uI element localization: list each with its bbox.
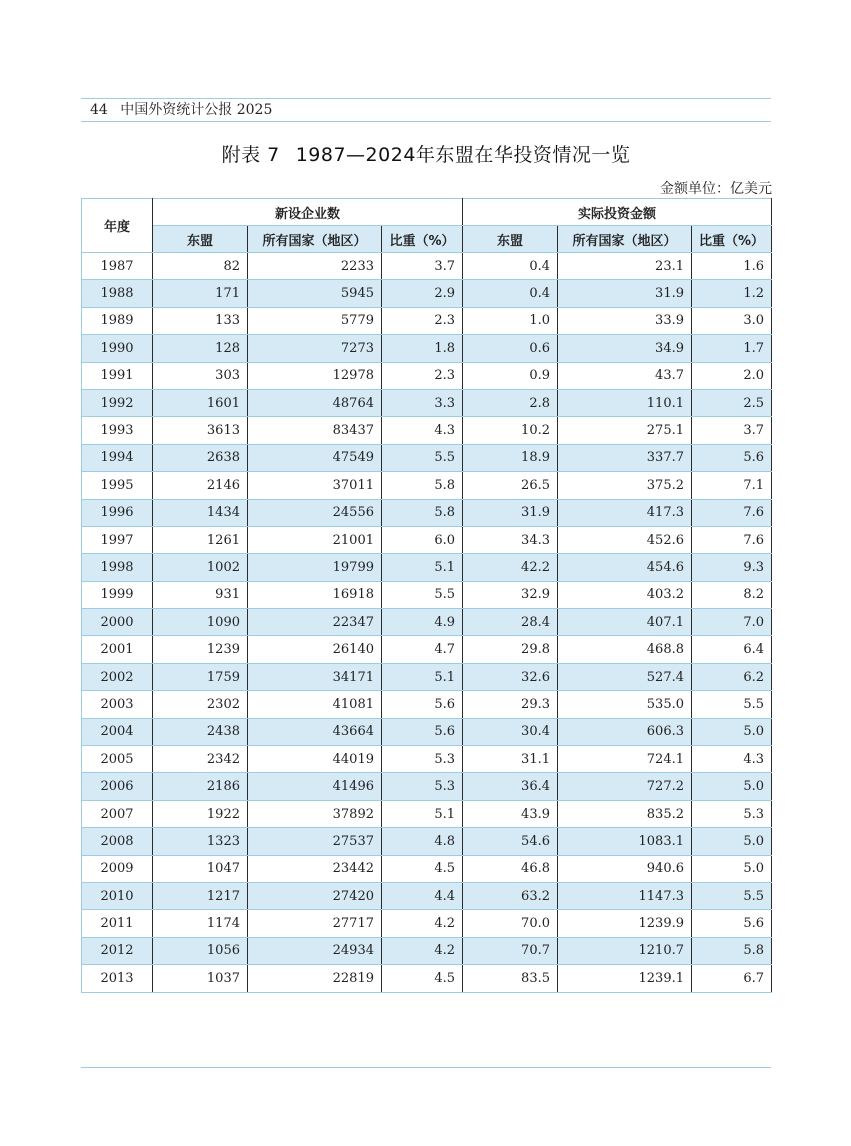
- all-count-cell: 22347: [248, 609, 382, 636]
- all-amount-cell: 606.3: [558, 718, 692, 745]
- all-count-cell: 47549: [248, 444, 382, 471]
- asean-amount-cell: 0.9: [463, 362, 558, 389]
- sub-header-all-count: 所有国家（地区）: [248, 226, 382, 253]
- amount-share-cell: 7.0: [692, 609, 772, 636]
- table-row: [82, 965, 772, 992]
- all-count-cell: 34171: [248, 663, 382, 690]
- year-cell: 1996: [82, 499, 153, 526]
- amount-share-cell: 5.0: [692, 718, 772, 745]
- asean-count-cell: 3613: [153, 417, 248, 444]
- year-cell: 1987: [82, 253, 153, 280]
- count-share-cell: 2.3: [382, 362, 463, 389]
- amount-share-cell: 5.0: [692, 773, 772, 800]
- group-header-new-enterprises: 新设企业数: [153, 199, 463, 226]
- amount-share-cell: 5.3: [692, 800, 772, 827]
- year-cell: 2003: [82, 691, 153, 718]
- year-cell: 2005: [82, 746, 153, 773]
- all-amount-cell: 1239.9: [558, 910, 692, 937]
- year-cell: 1993: [82, 417, 153, 444]
- amount-share-cell: 3.0: [692, 307, 772, 334]
- sub-header-share-amount: 比重（%）: [692, 226, 772, 253]
- all-amount-cell: 417.3: [558, 499, 692, 526]
- asean-amount-cell: 29.3: [463, 691, 558, 718]
- asean-count-cell: 1759: [153, 663, 248, 690]
- asean-count-cell: 931: [153, 581, 248, 608]
- count-share-cell: 4.2: [382, 937, 463, 964]
- asean-amount-cell: 2.8: [463, 389, 558, 416]
- year-cell: 1994: [82, 444, 153, 471]
- sub-header-asean-amount: 东盟: [463, 226, 558, 253]
- all-amount-cell: 23.1: [558, 253, 692, 280]
- asean-amount-cell: 32.6: [463, 663, 558, 690]
- group-header-row: [82, 199, 772, 226]
- count-share-cell: 4.8: [382, 828, 463, 855]
- all-amount-cell: 454.6: [558, 554, 692, 581]
- count-share-cell: 6.0: [382, 526, 463, 553]
- table-row: [82, 389, 772, 416]
- asean-count-cell: 2186: [153, 773, 248, 800]
- asean-amount-cell: 10.2: [463, 417, 558, 444]
- year-cell: 2006: [82, 773, 153, 800]
- asean-count-cell: 1434: [153, 499, 248, 526]
- count-share-cell: 2.3: [382, 307, 463, 334]
- asean-amount-cell: 70.7: [463, 937, 558, 964]
- table-row: [82, 691, 772, 718]
- all-count-cell: 43664: [248, 718, 382, 745]
- all-amount-cell: 535.0: [558, 691, 692, 718]
- table-row: [82, 855, 772, 882]
- table-row: [82, 609, 772, 636]
- all-count-cell: 27420: [248, 882, 382, 909]
- table-title-text: 1987—2024年东盟在华投资情况一览: [295, 144, 631, 166]
- year-cell: 2002: [82, 663, 153, 690]
- amount-share-cell: 7.6: [692, 499, 772, 526]
- table-row: [82, 800, 772, 827]
- year-header: 年度: [82, 199, 153, 253]
- asean-count-cell: 2146: [153, 472, 248, 499]
- all-count-cell: 22819: [248, 965, 382, 992]
- all-amount-cell: 43.7: [558, 362, 692, 389]
- amount-share-cell: 9.3: [692, 554, 772, 581]
- year-cell: 2012: [82, 937, 153, 964]
- all-count-cell: 27717: [248, 910, 382, 937]
- amount-share-cell: 5.8: [692, 937, 772, 964]
- count-share-cell: 4.4: [382, 882, 463, 909]
- sub-header-row: [82, 226, 772, 253]
- count-share-cell: 5.3: [382, 773, 463, 800]
- table-row: [82, 499, 772, 526]
- year-cell: 1989: [82, 307, 153, 334]
- asean-count-cell: 128: [153, 335, 248, 362]
- table-row: [82, 335, 772, 362]
- count-share-cell: 5.5: [382, 444, 463, 471]
- all-count-cell: 37892: [248, 800, 382, 827]
- all-amount-cell: 468.8: [558, 636, 692, 663]
- count-share-cell: 4.5: [382, 965, 463, 992]
- all-amount-cell: 940.6: [558, 855, 692, 882]
- all-amount-cell: 33.9: [558, 307, 692, 334]
- amount-share-cell: 5.5: [692, 691, 772, 718]
- sub-header-share-count: 比重（%）: [382, 226, 463, 253]
- asean-amount-cell: 70.0: [463, 910, 558, 937]
- publication-name: 中国外资统计公报 2025: [120, 102, 273, 118]
- table-body: [82, 253, 772, 993]
- amount-share-cell: 6.7: [692, 965, 772, 992]
- all-count-cell: 27537: [248, 828, 382, 855]
- year-cell: 2008: [82, 828, 153, 855]
- count-share-cell: 4.2: [382, 910, 463, 937]
- asean-amount-cell: 43.9: [463, 800, 558, 827]
- year-cell: 2013: [82, 965, 153, 992]
- asean-amount-cell: 0.6: [463, 335, 558, 362]
- asean-count-cell: 82: [153, 253, 248, 280]
- amount-share-cell: 1.6: [692, 253, 772, 280]
- all-count-cell: 5779: [248, 307, 382, 334]
- amount-share-cell: 1.2: [692, 280, 772, 307]
- all-count-cell: 41081: [248, 691, 382, 718]
- all-count-cell: 41496: [248, 773, 382, 800]
- table-row: [82, 526, 772, 553]
- amount-share-cell: 7.1: [692, 472, 772, 499]
- all-amount-cell: 527.4: [558, 663, 692, 690]
- asean-count-cell: 2342: [153, 746, 248, 773]
- count-share-cell: 5.1: [382, 554, 463, 581]
- count-share-cell: 5.8: [382, 499, 463, 526]
- year-cell: 2009: [82, 855, 153, 882]
- all-amount-cell: 403.2: [558, 581, 692, 608]
- asean-amount-cell: 63.2: [463, 882, 558, 909]
- asean-count-cell: 2638: [153, 444, 248, 471]
- asean-count-cell: 1174: [153, 910, 248, 937]
- asean-count-cell: 171: [153, 280, 248, 307]
- count-share-cell: 3.3: [382, 389, 463, 416]
- count-share-cell: 5.6: [382, 691, 463, 718]
- year-cell: 1998: [82, 554, 153, 581]
- amount-share-cell: 6.2: [692, 663, 772, 690]
- asean-count-cell: 1601: [153, 389, 248, 416]
- amount-share-cell: 3.7: [692, 417, 772, 444]
- table-row: [82, 718, 772, 745]
- count-share-cell: 1.8: [382, 335, 463, 362]
- asean-amount-cell: 29.8: [463, 636, 558, 663]
- asean-amount-cell: 54.6: [463, 828, 558, 855]
- table-title-label: 附表 7: [221, 144, 280, 166]
- all-amount-cell: 1210.7: [558, 937, 692, 964]
- page-number: 44: [90, 102, 108, 118]
- all-count-cell: 2233: [248, 253, 382, 280]
- table-row: [82, 307, 772, 334]
- table-row: [82, 581, 772, 608]
- asean-amount-cell: 42.2: [463, 554, 558, 581]
- count-share-cell: 5.3: [382, 746, 463, 773]
- count-share-cell: 5.1: [382, 663, 463, 690]
- table-row: [82, 362, 772, 389]
- asean-amount-cell: 46.8: [463, 855, 558, 882]
- year-cell: 1995: [82, 472, 153, 499]
- asean-count-cell: 1261: [153, 526, 248, 553]
- count-share-cell: 5.6: [382, 718, 463, 745]
- asean-count-cell: 1239: [153, 636, 248, 663]
- amount-share-cell: 4.3: [692, 746, 772, 773]
- count-share-cell: 2.9: [382, 280, 463, 307]
- table-row: [82, 417, 772, 444]
- asean-count-cell: 2438: [153, 718, 248, 745]
- table-row: [82, 746, 772, 773]
- amount-share-cell: 6.4: [692, 636, 772, 663]
- all-amount-cell: 110.1: [558, 389, 692, 416]
- all-count-cell: 83437: [248, 417, 382, 444]
- all-count-cell: 7273: [248, 335, 382, 362]
- amount-share-cell: 7.6: [692, 526, 772, 553]
- count-share-cell: 5.5: [382, 581, 463, 608]
- amount-share-cell: 5.0: [692, 828, 772, 855]
- year-cell: 2011: [82, 910, 153, 937]
- amount-share-cell: 1.7: [692, 335, 772, 362]
- all-count-cell: 48764: [248, 389, 382, 416]
- asean-count-cell: 2302: [153, 691, 248, 718]
- header-rule-bottom: [81, 121, 771, 122]
- all-count-cell: 44019: [248, 746, 382, 773]
- table-row: [82, 554, 772, 581]
- all-count-cell: 24934: [248, 937, 382, 964]
- count-share-cell: 5.8: [382, 472, 463, 499]
- count-share-cell: 4.3: [382, 417, 463, 444]
- asean-count-cell: 1056: [153, 937, 248, 964]
- asean-amount-cell: 36.4: [463, 773, 558, 800]
- year-cell: 1988: [82, 280, 153, 307]
- all-count-cell: 12978: [248, 362, 382, 389]
- table-row: [82, 472, 772, 499]
- all-count-cell: 19799: [248, 554, 382, 581]
- asean-count-cell: 303: [153, 362, 248, 389]
- year-cell: 2010: [82, 882, 153, 909]
- asean-amount-cell: 26.5: [463, 472, 558, 499]
- header-rule-top: [81, 98, 771, 99]
- running-head: [90, 100, 272, 120]
- table-row: [82, 444, 772, 471]
- asean-amount-cell: 18.9: [463, 444, 558, 471]
- all-count-cell: 16918: [248, 581, 382, 608]
- footer-rule: [81, 1067, 771, 1068]
- amount-share-cell: 5.6: [692, 444, 772, 471]
- amount-share-cell: 2.0: [692, 362, 772, 389]
- count-share-cell: 5.1: [382, 800, 463, 827]
- table-row: [82, 882, 772, 909]
- group-header-actual-investment: 实际投资金额: [463, 199, 772, 226]
- asean-count-cell: 1037: [153, 965, 248, 992]
- all-amount-cell: 452.6: [558, 526, 692, 553]
- asean-amount-cell: 31.1: [463, 746, 558, 773]
- all-amount-cell: 1083.1: [558, 828, 692, 855]
- count-share-cell: 4.5: [382, 855, 463, 882]
- asean-count-cell: 133: [153, 307, 248, 334]
- table-row: [82, 253, 772, 280]
- asean-count-cell: 1323: [153, 828, 248, 855]
- table-row: [82, 773, 772, 800]
- table-row: [82, 828, 772, 855]
- asean-count-cell: 1922: [153, 800, 248, 827]
- all-amount-cell: 727.2: [558, 773, 692, 800]
- table-row: [82, 280, 772, 307]
- table-row: [82, 636, 772, 663]
- asean-amount-cell: 1.0: [463, 307, 558, 334]
- asean-amount-cell: 83.5: [463, 965, 558, 992]
- all-amount-cell: 375.2: [558, 472, 692, 499]
- all-amount-cell: 337.7: [558, 444, 692, 471]
- year-cell: 2001: [82, 636, 153, 663]
- unit-note: 金额单位：亿美元: [660, 181, 772, 197]
- year-cell: 1999: [82, 581, 153, 608]
- year-cell: 2004: [82, 718, 153, 745]
- amount-share-cell: 2.5: [692, 389, 772, 416]
- year-cell: 1992: [82, 389, 153, 416]
- asean-count-cell: 1047: [153, 855, 248, 882]
- year-cell: 2000: [82, 609, 153, 636]
- all-count-cell: 24556: [248, 499, 382, 526]
- table-row: [82, 937, 772, 964]
- sub-header-all-amount: 所有国家（地区）: [558, 226, 692, 253]
- year-cell: 1997: [82, 526, 153, 553]
- amount-share-cell: 8.2: [692, 581, 772, 608]
- all-amount-cell: 1239.1: [558, 965, 692, 992]
- year-cell: 1991: [82, 362, 153, 389]
- all-amount-cell: 724.1: [558, 746, 692, 773]
- sub-header-asean-count: 东盟: [153, 226, 248, 253]
- year-cell: 2007: [82, 800, 153, 827]
- asean-amount-cell: 31.9: [463, 499, 558, 526]
- asean-amount-cell: 32.9: [463, 581, 558, 608]
- all-count-cell: 37011: [248, 472, 382, 499]
- all-count-cell: 5945: [248, 280, 382, 307]
- all-amount-cell: 835.2: [558, 800, 692, 827]
- all-amount-cell: 34.9: [558, 335, 692, 362]
- table-row: [82, 663, 772, 690]
- count-share-cell: 4.9: [382, 609, 463, 636]
- all-count-cell: 21001: [248, 526, 382, 553]
- all-amount-cell: 1147.3: [558, 882, 692, 909]
- all-count-cell: 23442: [248, 855, 382, 882]
- asean-amount-cell: 34.3: [463, 526, 558, 553]
- all-amount-cell: 275.1: [558, 417, 692, 444]
- count-share-cell: 3.7: [382, 253, 463, 280]
- all-amount-cell: 31.9: [558, 280, 692, 307]
- amount-share-cell: 5.0: [692, 855, 772, 882]
- asean-amount-cell: 28.4: [463, 609, 558, 636]
- year-cell: 1990: [82, 335, 153, 362]
- table-title: [81, 140, 771, 167]
- count-share-cell: 4.7: [382, 636, 463, 663]
- asean-amount-cell: 30.4: [463, 718, 558, 745]
- table-row: [82, 910, 772, 937]
- asean-count-cell: 1002: [153, 554, 248, 581]
- asean-count-cell: 1090: [153, 609, 248, 636]
- asean-investment-table: [81, 198, 772, 993]
- amount-share-cell: 5.6: [692, 910, 772, 937]
- all-amount-cell: 407.1: [558, 609, 692, 636]
- amount-share-cell: 5.5: [692, 882, 772, 909]
- all-count-cell: 26140: [248, 636, 382, 663]
- asean-amount-cell: 0.4: [463, 253, 558, 280]
- asean-amount-cell: 0.4: [463, 280, 558, 307]
- asean-count-cell: 1217: [153, 882, 248, 909]
